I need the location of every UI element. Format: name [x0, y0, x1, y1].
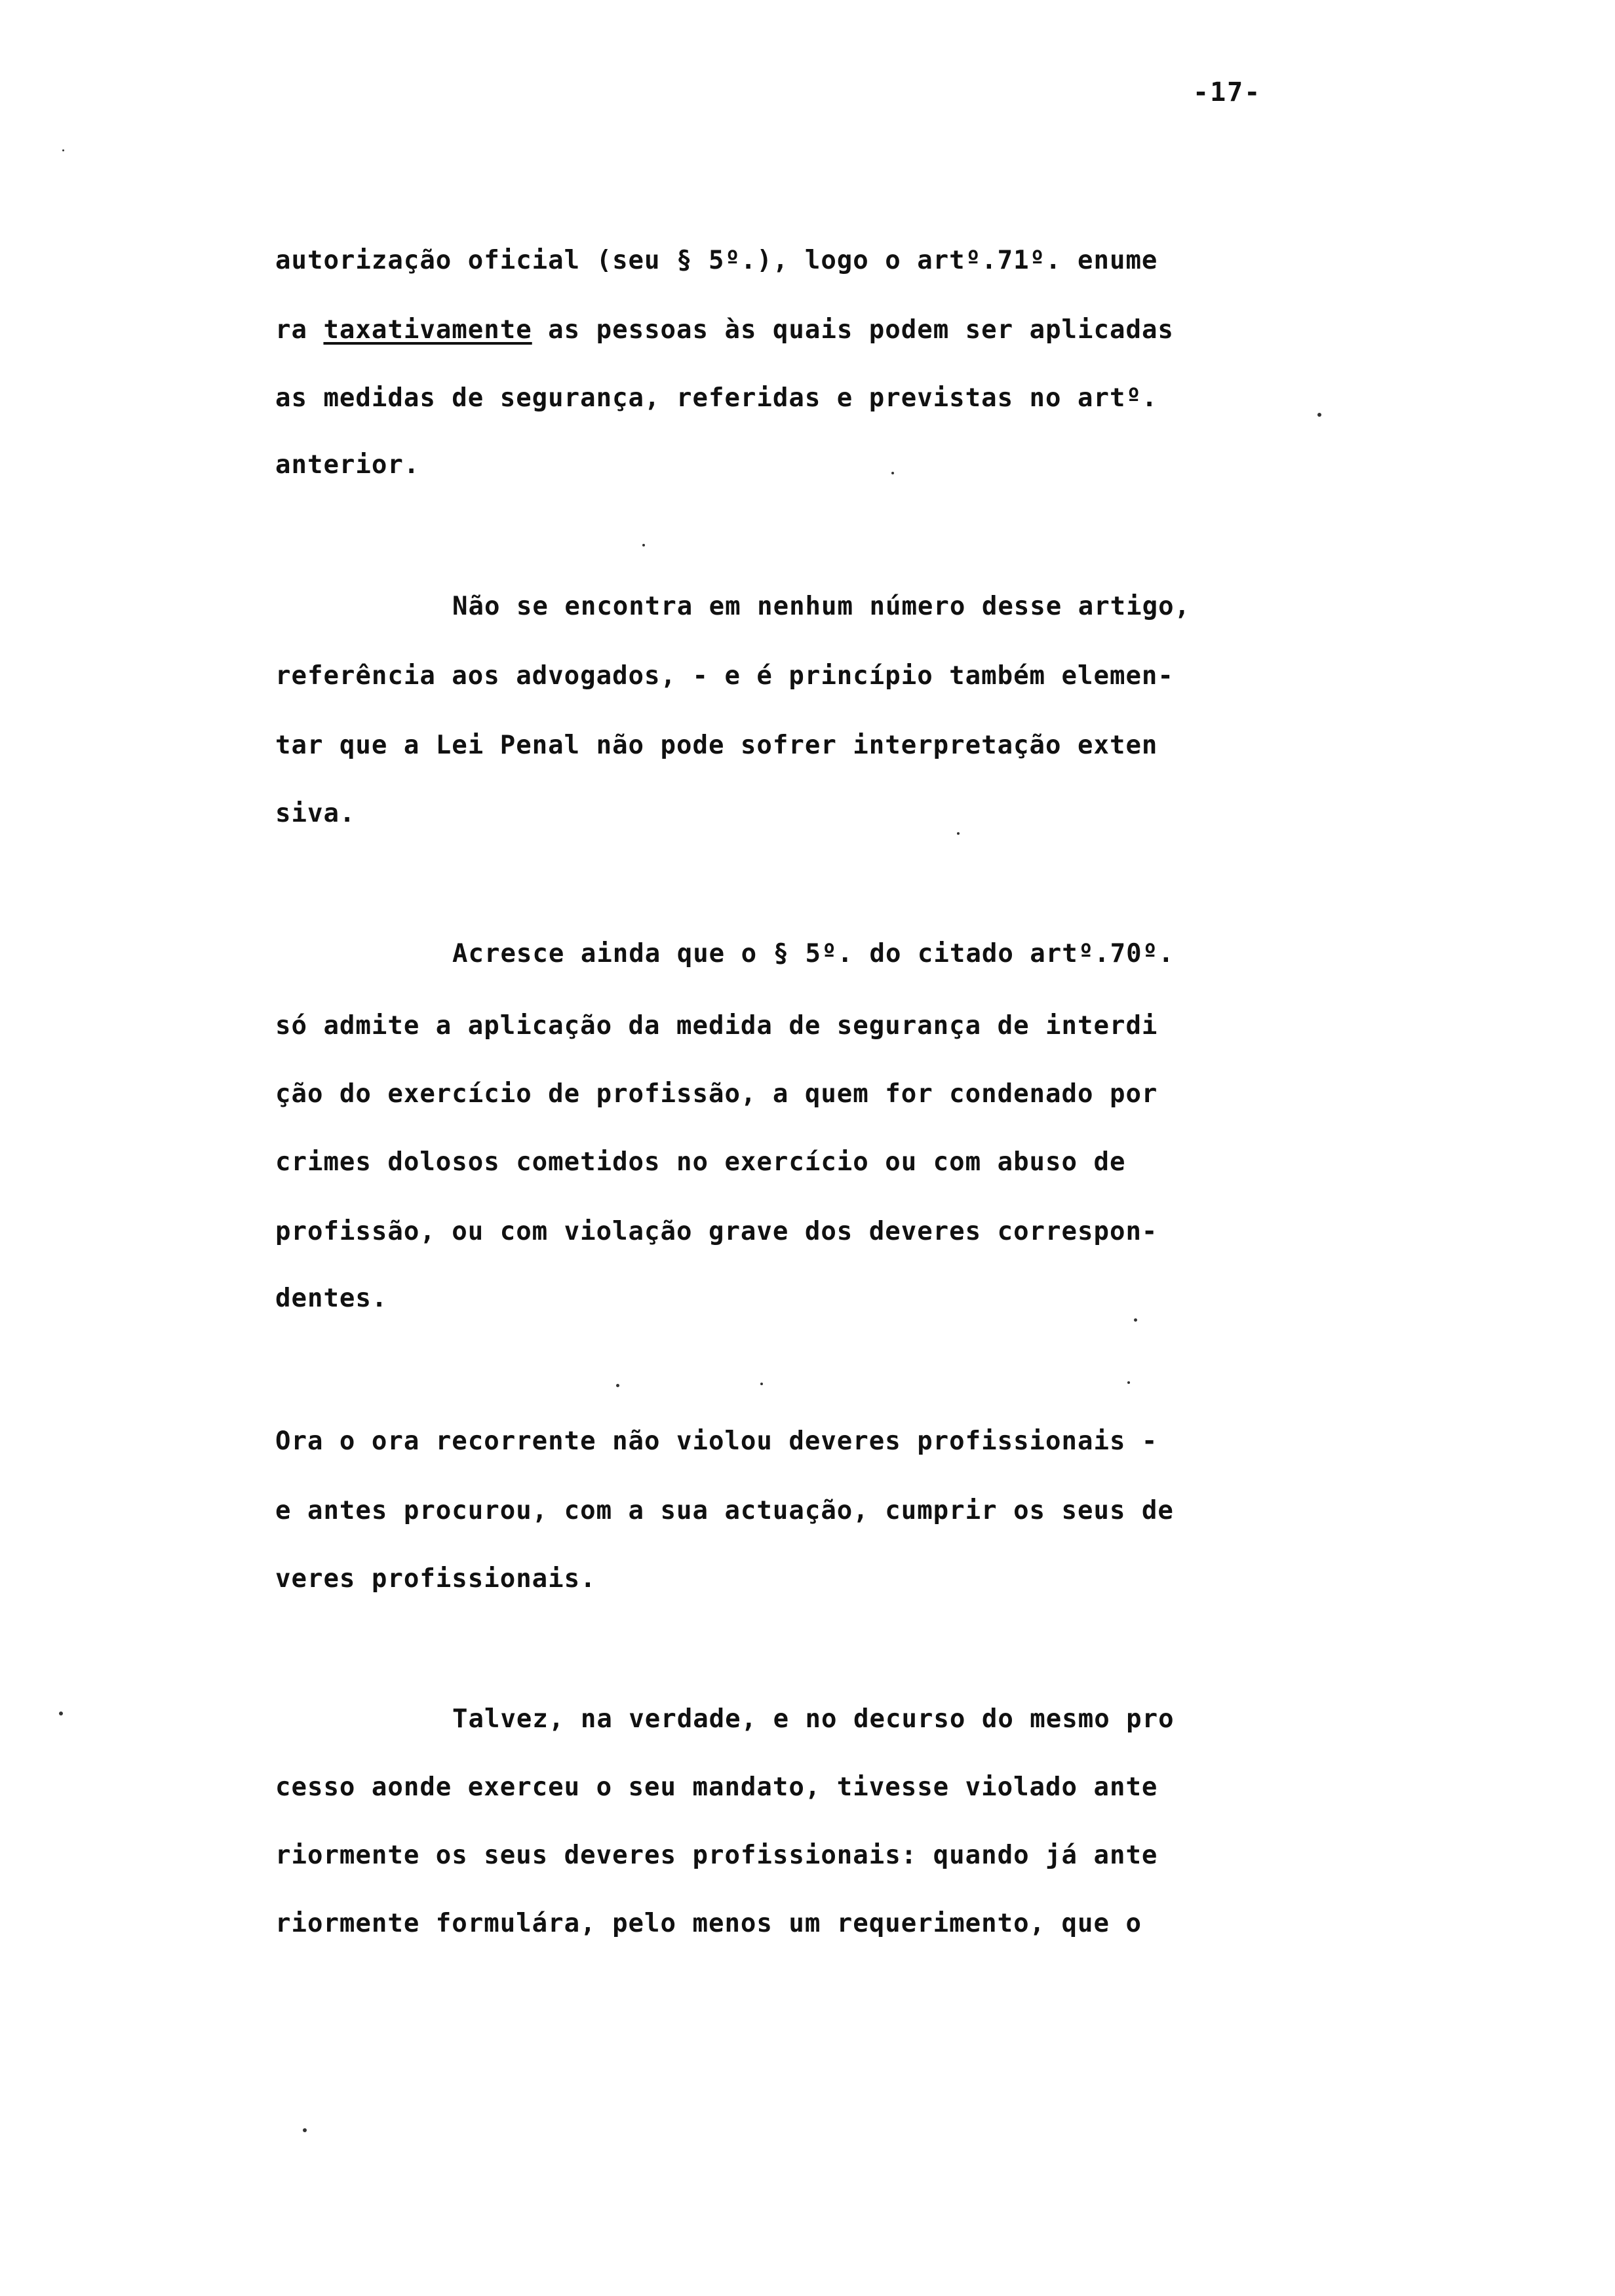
scan-speck	[1127, 1381, 1130, 1384]
text-line: Ora o ora recorrente não violou deveres profissionais -	[275, 1426, 1158, 1456]
scan-speck	[303, 2128, 307, 2132]
scan-speck	[957, 832, 960, 835]
scan-speck	[1134, 1318, 1137, 1322]
text-line: autorização oficial (seu § 5º.), logo o artº.71º. enume	[275, 246, 1158, 275]
scan-speck	[616, 1384, 619, 1387]
page-number: -17-	[1193, 77, 1262, 107]
text-line: tar que a Lei Penal não pode sofrer interpretação exten	[275, 731, 1158, 760]
scan-speck	[59, 1712, 63, 1715]
text-line: cesso aonde exerceu o seu mandato, tivesse violado ante	[275, 1772, 1158, 1802]
text-line: referência aos advogados, - e é princípio também elemen-	[275, 661, 1174, 691]
text-line: riormente os seus deveres profissionais: quando já ante	[275, 1841, 1158, 1870]
scan-speck	[760, 1383, 763, 1385]
underlined-term: taxativamente	[323, 315, 532, 345]
text-line: Não se encontra em nenhum número desse artigo,	[452, 592, 1191, 621]
scan-speck	[642, 544, 645, 546]
text-line: Talvez, na verdade, e no decurso do mesmo pro	[452, 1704, 1175, 1734]
text-line: siva.	[275, 799, 356, 828]
text-line: Acresce ainda que o § 5º. do citado artº.70º.	[452, 939, 1175, 968]
scan-speck	[1317, 413, 1321, 417]
text-line: ção do exercício de profissão, a quem for condenado por	[275, 1079, 1158, 1109]
text-line: dentes.	[275, 1284, 388, 1313]
text-line: riormente formulára, pelo menos um requerimento, que o	[275, 1909, 1142, 1938]
scan-speck	[891, 472, 894, 474]
text-line: profissão, ou com violação grave dos deveres correspon-	[275, 1217, 1158, 1246]
text-line: as medidas de segurança, referidas e previstas no artº.	[275, 383, 1158, 413]
text-line: ra taxativamente as pessoas às quais podem ser aplicadas	[275, 315, 1174, 345]
text-line: anterior.	[275, 450, 420, 480]
scan-speck	[62, 149, 64, 151]
text-line: crimes dolosos cometidos no exercício ou com abuso de	[275, 1147, 1126, 1177]
text-line: só admite a aplicação da medida de segurança de interdi	[275, 1011, 1158, 1041]
text-line: veres profissionais.	[275, 1564, 596, 1594]
text-line: e antes procurou, com a sua actuação, cumprir os seus de	[275, 1496, 1174, 1525]
